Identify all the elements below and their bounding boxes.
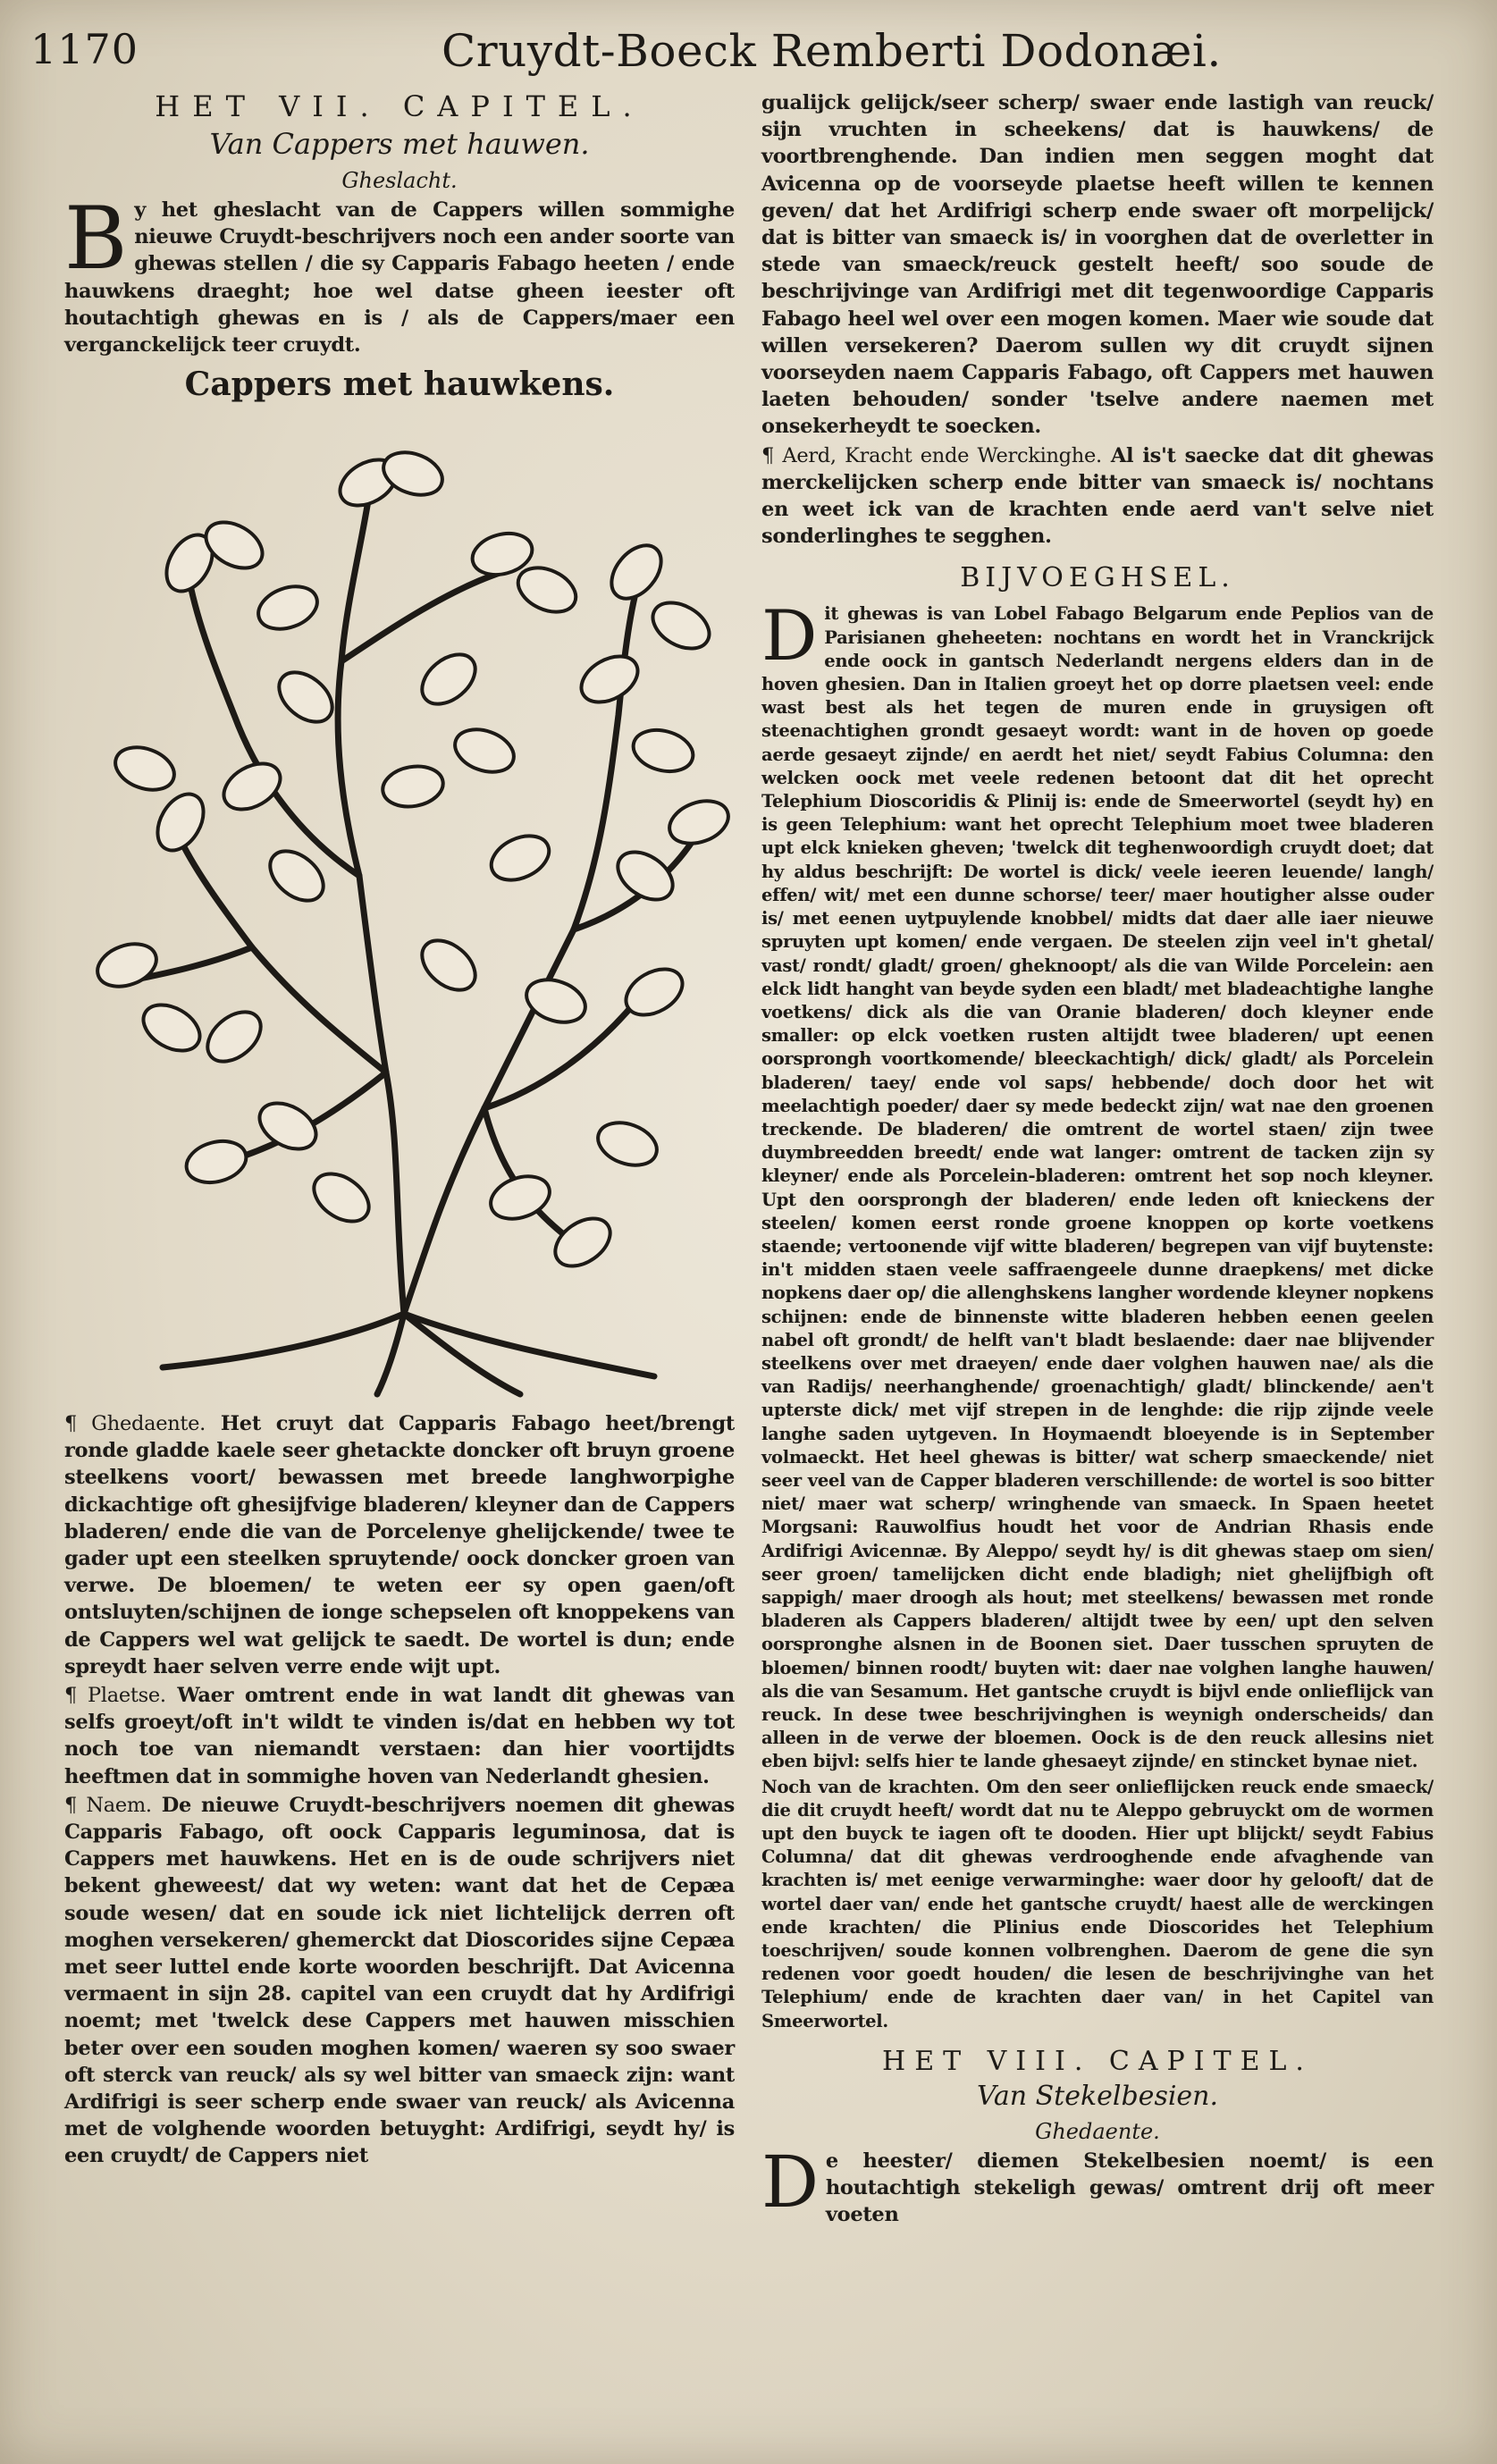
bijvoeghsel-paragraph (761, 596, 1434, 1773)
chapter8-paragraph (761, 2140, 1434, 2229)
plant-woodcut-illustration (73, 411, 735, 1403)
root-4 (404, 1314, 520, 1394)
geslacht-text: y het gheslacht van de Cappers willen sommighe nieuwe Cruydt-beschrijvers noch een ander soorte van ghewas stellen / die sy Capparis Fabago heeten / ende hauwkens draeght; hoe wel datse gheen ieester oft houtachtigh ghewas en is / als de Cappers/maer een verganckelijck teer cruydt. (64, 198, 735, 357)
chapter-heading: HET VII. CAPITEL. (155, 89, 644, 123)
trunk (359, 876, 404, 1314)
geslacht-paragraph (64, 189, 735, 358)
twig-1 (341, 572, 502, 661)
branch-top (338, 500, 368, 876)
page-header (30, 25, 1470, 88)
bijvoeghsel-heading: BIJVOEGHSEL. (960, 562, 1235, 594)
chapter8-text: e heester/ diemen Stekelbesien noemt/ is een houtachtigh stekeligh gewas/ omtrent drij oft meer voeten (825, 2149, 1434, 2227)
plaetse-paragraph (64, 1682, 735, 1790)
aerd-paragraph (761, 442, 1434, 551)
naem-label: ¶ Naem. (64, 1793, 152, 1817)
aerd-text: Al is't saecke dat dit ghewas merckelijcken scherp ende bitter van smaeck is/ nochtans en weet ick van de krachten ende aerd van't selve niet sonderlinghes te segghen. (761, 443, 1434, 549)
root-1 (163, 1314, 404, 1367)
drop-cap: B (64, 189, 128, 289)
chapter8-subtitle: Van Stekelbesien. (976, 2080, 1219, 2112)
running-title: Cruydt-Boeck Remberti Dodonæi. (442, 25, 1222, 77)
continuation-paragraph: gualijck gelijck/seer scherp/ swaer ende lastigh van reuck/ sijn vruchten in scheekens/ dat is hauwkens/ de voortbrenghende. Dan indien men seggen moght dat Avicenna op de voorseyde plaetse heeft willen te kennen geven/ dat het Ardifrigi scherp ende swaer oft morpelijck/ dat is bitter van smaeck is/ in voorghen dat de overletter in stede van smaeck/reuck gestelt heeft/ soo soude de beschrijvinge van Ardifrigi met dit tegenwoordige Capparis Fabago heel wel over een mogen komen. Maer wie soude dat willen versekeren? Daerom sullen wy dit cruydt sijnen voorseyden naem Capparis Fabago, oft Cappers met hauwen laeten behouden/ sonder 'tselve andere naemen met onsekerheydt te soecken. (761, 91, 1434, 439)
left-column-top (64, 89, 735, 403)
ghedaente-paragraph (64, 1410, 735, 1680)
chapter8-heading: HET VIII. CAPITEL. (882, 2045, 1313, 2077)
drop-cap-bij: D (761, 596, 818, 677)
left-column-bottom (64, 1410, 735, 2170)
rubric-ghedaente: Ghedaente. (1035, 2118, 1160, 2144)
plaetse-label: ¶ Plaetse. (64, 1684, 166, 1708)
bijvoeghsel-text: it ghewas is van Lobel Fabago Belgarum ende Peplios van de Parisianen gheheeten: nochtans en wordt het in Vranckrijck ende oock in gantsch Nederlandt nergens elders dan in de hoven ghesien. Dan in Italien groeyt het op dorre plaetsen veel: ende wast best als het tegen de muren ende in gruysigen oft steenachtighen grondt gesaeyt wordt: want in de hoven op goede aerde gesaeyt zijnde/ en aerdt het niet/ seydt Fabius Columna: den welcken oock met veele redenen betoont dat dit het oprecht Telephium Dioscoridis & Plinij is: ende de Smeerwortel (seydt hy) en is geen Telephium: want het oprecht Telephium moet twee bladeren upt elck knieken gheven; 'twelck dit teghenwoordigh cruydt doet; dat hy aldus beschrijft: De wortel is dick/ veele ieeren leuende/ langh/ effen/ wit/ met een dunne schorse/ teer/ maer houtigher alsse ouder is/ met eenen uytpuylende knobbel/ midts dat daer alle iaer nieuwe spruyten upt komen/ ende vergaen. De steelen zijn veel in't ghetal/ vast/ rondt/ gladt/ groen/ gheknoopt/ als die van Wilde Porcelein: aen elck lidt hanght van beyde syden een bladt/ met bladeachtighe langhe voetkens/ dick als die van Oranie bladeren/ doch kleyner ende smaller: op elck voetken rusten altijdt twee bladeren/ upt eenen oorsprongh voortkomende/ bleeckachtigh/ dick/ gladt/ als Porcelein bladeren/ taey/ ende vol saps/ hebbende/ doch door het wit meelachtigh poeder/ daer sy mede bedeckt zijn/ wat nae den groenen treckende. De bladeren/ die omtrent de wortel staen/ zijn twee duymbreedden breedt/ ende wat langer: omtrent de tacken zijn sy kleyner/ ende als Porcelein-bladeren: omtrent het sop noch kleyner. Upt den oorsprongh der bladeren/ ende leden oft knieckens der steelen/ komen eerst ronde groene knoppen op korte voetkens staende; vertoonende vijf witte bladeren/ begrepen van vijf buytenste: in't midden staen veele saffraengeele dunne draepkens/ met dicke nopkens daer op/ die allenghskens langher wordende kleyner nopkens schijnen: ende de binnenste witte bladeren hebben eenen geelen nabel oft grondt/ de helft van't bladt beslaende: daer nae blijvender steelkens over met draeyen/ ende daer volghen hauwen nae/ als die van Radijs/ neerhanghende/ groenachtigh/ gladt/ blinckende/ aen't upterste dick/ met vijf strepen in de lenghde: die rijp zijnde veele langhe saden uytgeven. In Hoymaendt bloeyende is in September volmaeckt. Het heel ghewas is bitter/ wat scherp smaeckende/ niet seer veel van de Capper bladeren verschillende: de wortel is soo bitter niet/ maer wat scherp/ wringhende van smaeck. In Spaen heetet Morgsani: Rauwolfius houdt het voor de Andrian Rhasis ende Ardifrigi Avicennæ. By Aleppo/ seydt hy/ is dit ghewas staep om sien/ seer groen/ tamelijcken dicht ende bladigh; niet ghelijfbigh oft sappigh/ maer droogh als hout; met steelkens/ bewassen met ronde bladeren als Cappers bladeren/ altijdt twee by een/ upt den selven oorspronghe alsnen in de Boonen siet. Daer tusschen spruyten de bloemen/ binnen roodt/ buyten wit: daer nae volghen langhe hauwen/ als die van Sesamum. Het gantsche cruydt is bijvl ende onlieflijck van reuck. In dese twee beschrijvinghen is weynigh onderscheids/ dan alleen in de verwe der bloemen. Oock is de den reuck allesins niet eben bijvl: selfs hier te lande ghesaeyt zijnde/ en stincket bynae niet. (761, 603, 1434, 1772)
plaetse-text: Waer omtrent ende in wat landt dit ghewas van selfs groeyt/oft in't wildt te vinden is/dat en hebben wy tot noch toe van niemandt verstaen: dan hier voortijdts heeftmen dat in sommighe hoven van Nederlandt ghesien. (64, 1684, 735, 1788)
page-number: 1170 (30, 25, 139, 73)
woodcut-svg (73, 411, 735, 1403)
right-column (761, 89, 1434, 2228)
figure-caption: Cappers met hauwkens. (184, 366, 615, 404)
ghedaente-text: Het cruyt dat Capparis Fabago heet/brengt ronde gladde kaele seer ghetackte doncker oft bruyn groene steelkens voort/ bewassen met breede langhworpighe dickachtige oft ghesijfvige bladeren/ kleyner dan de Cappers bladeren/ ende die van de Porcelenye ghelijckende/ twee te gader upt een steelken spruytende/ oock doncker groen van verwe. De bloemen/ te weten eer sy open gaen/oft ontsluyten/schijnen de ionge schepselen oft knoppekens van de Cappers wel wat gelijck te saedt. De wortel is dun; ende spreydt haer selven verre ende wijt upt. (64, 1412, 735, 1678)
naem-paragraph (64, 1792, 735, 2170)
ghedaente-label: ¶ Ghedaente. (64, 1412, 206, 1435)
rubric-geslacht: Gheslacht. (341, 168, 458, 193)
naem-text: De nieuwe Cruydt-beschrijvers noemen dit ghewas Capparis Fabago, oft oock Capparis leguminosa, dat is Cappers met hauwkens. Het en is de oude schrijvers niet bekent gheweest/ dat wy weten: want dat het de Cepæa soude wesen/ dat en soude ick niet lichtelijck derren oft moghen versekeren/ ghemerckt dat Dioscorides sijne Cepæa met seer luttel ende korte woorden beschrijft. Dat Avicenna vermaent in sijn 28. capitel van een cruydt dat hy Ardifrigi noemt; met 'twelck dese Cappers met hauwen misschien beter over een souden moghen komen/ waeren sy soo swaer oft sterck van reuck/ als sy wel bitter van smaeck zijn: want Ardifrigi is seer scherp ende swaer van reuck/ als Avicenna met de volghende woorden betuyght: Ardifrigi, seydt hy/ is een cruydt/ de Cappers niet (64, 1793, 735, 2168)
drop-cap-ch8: D (761, 2140, 819, 2224)
krachten-paragraph: Noch van de krachten. Om den seer onlieflijcken reuck ende smaeck/ die dit cruydt heeft/ wordt dat nu te Aleppo gebruyckt om de wormen upt den buyck te iagen oft te dooden. Hier upt blijckt/ seydt Fabius Columna/ dat dit ghewas verdrooghende ende afvaghende van krachten is/ met eenige verwarminghe: waer door hy gelooft/ dat de wortel daer van/ ende het gantsche cruydt/ haest alle de werckingen ende krachten/ die Plinius ende Dioscorides het Telephium toeschrijven/ soude konnen volbrenghen. Daerom de gene die syn redenen voor goedt houden/ die lesen de beschrijvinghe van het Telephium/ ende de krachten daer van/ in het Capitel van Smeerwortel. (761, 1776, 1434, 2031)
chapter-subtitle: Van Cappers met hauwen. (209, 127, 590, 161)
aerd-label: ¶ Aerd, Kracht ende Werckinghe. (761, 443, 1102, 467)
